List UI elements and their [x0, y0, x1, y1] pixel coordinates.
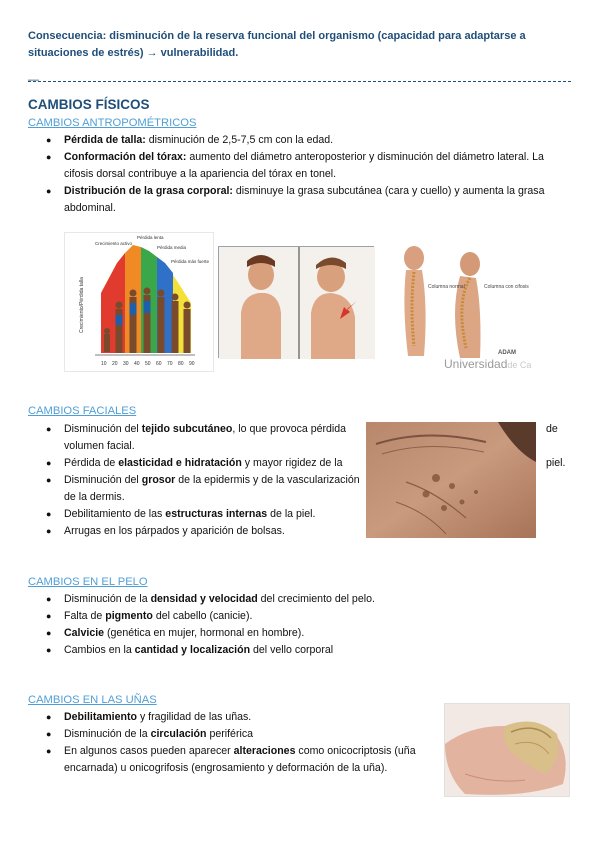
spine-label-kyphosis: Columna con cifosis	[484, 284, 529, 290]
watermark-text: Universidadde Ca	[444, 357, 532, 371]
hair-list	[28, 591, 573, 659]
list-item: ● Debilitamiento de las estructuras internas de la piel.	[28, 506, 373, 523]
list-item: ● Disminución del tejido subcutáneo, lo que provoca pérdida volumen facial.	[28, 421, 373, 455]
list-item: ● Falta de pigmento del cabello (canicie).	[28, 608, 573, 625]
growth-tick: 40	[134, 361, 140, 367]
list-item: ● Pérdida de elasticidad e hidratación y mayor rigidez de la	[28, 455, 373, 472]
growth-label: Crecimiento activo	[95, 241, 133, 246]
list-item: ● Conformación del tórax: aumento del diámetro anteroposterior y disminución del diámetro lateral. La cifosis dorsal contribuye a la apariencia del tórax en tonel.	[28, 149, 573, 183]
aged-skin-photo	[366, 422, 536, 538]
height-loss-illustration	[64, 232, 214, 372]
thorax-comparison-illustration	[218, 246, 374, 358]
growth-tick: 90	[189, 361, 195, 367]
nail-photo	[444, 703, 570, 797]
nails-list	[28, 709, 428, 777]
list-item: ● Cambios en la cantidad y localización del vello corporal	[28, 642, 573, 659]
list-item: ● Disminución de la circulación periférica	[28, 726, 428, 743]
growth-tick: 30	[123, 361, 129, 367]
anthropometric-list	[28, 132, 573, 217]
growth-label: Pérdida media	[157, 245, 187, 250]
section-title-physical: CAMBIOS FÍSICOS	[28, 97, 150, 112]
subsection-title-facial: CAMBIOS FACIALES	[28, 405, 137, 417]
growth-axis-label: Crecimiento/Pérdida talla	[79, 277, 85, 333]
facial-item-tail: de	[546, 423, 558, 435]
adam-brand: ADAM	[498, 350, 516, 356]
spine-label-normal: Columna normal	[428, 284, 465, 290]
list-item: ● En algunos casos pueden aparecer alteraciones como onicocriptosis (uña encarnada) u onicogrifosis (engrosamiento y deformación de la uña).	[28, 743, 428, 777]
subsection-title-anthropometric: CAMBIOS ANTROPOMÉTRICOS	[28, 117, 197, 129]
facial-item-tail: piel.	[546, 457, 566, 469]
dashed-separator	[28, 81, 571, 82]
list-item: ● Distribución de la grasa corporal: disminuye la grasa subcutánea (cara y cuello) y aumenta la grasa abdominal.	[28, 183, 573, 217]
spine-comparison-illustration	[384, 236, 536, 374]
facial-list	[28, 421, 373, 540]
subsection-title-hair: CAMBIOS EN EL PELO	[28, 576, 148, 588]
separator-start: —	[28, 74, 39, 86]
list-item: ● Calvicie (genética en mujer, hormonal en hombre).	[28, 625, 573, 642]
growth-tick: 80	[178, 361, 184, 367]
subsection-title-nails: CAMBIOS EN LAS UÑAS	[28, 694, 157, 706]
growth-tick: 70	[167, 361, 173, 367]
list-item: ● Pérdida de talla: disminución de 2,5-7,5 cm con la edad.	[28, 132, 573, 149]
list-item: ● Disminución del grosor de la epidermis y de la vascularización de la dermis.	[28, 472, 373, 506]
growth-tick: 50	[145, 361, 151, 367]
growth-tick: 60	[156, 361, 162, 367]
growth-tick: 20	[112, 361, 118, 367]
growth-label: Pérdida lenta	[137, 235, 164, 240]
list-item: ● Disminución de la densidad y velocidad del crecimiento del pelo.	[28, 591, 573, 608]
growth-tick: 10	[101, 361, 107, 367]
growth-label: Pérdida más fuerte	[171, 259, 210, 264]
list-item: ● Arrugas en los párpados y aparición de bolsas.	[28, 523, 373, 540]
consequence-note: Consecuencia: disminución de la reserva funcional del organismo (capacidad para adaptarse a situaciones de estrés) → vulnerabilidad.	[28, 30, 526, 59]
list-item: ● Debilitamiento y fragilidad de las uñas.	[28, 709, 428, 726]
